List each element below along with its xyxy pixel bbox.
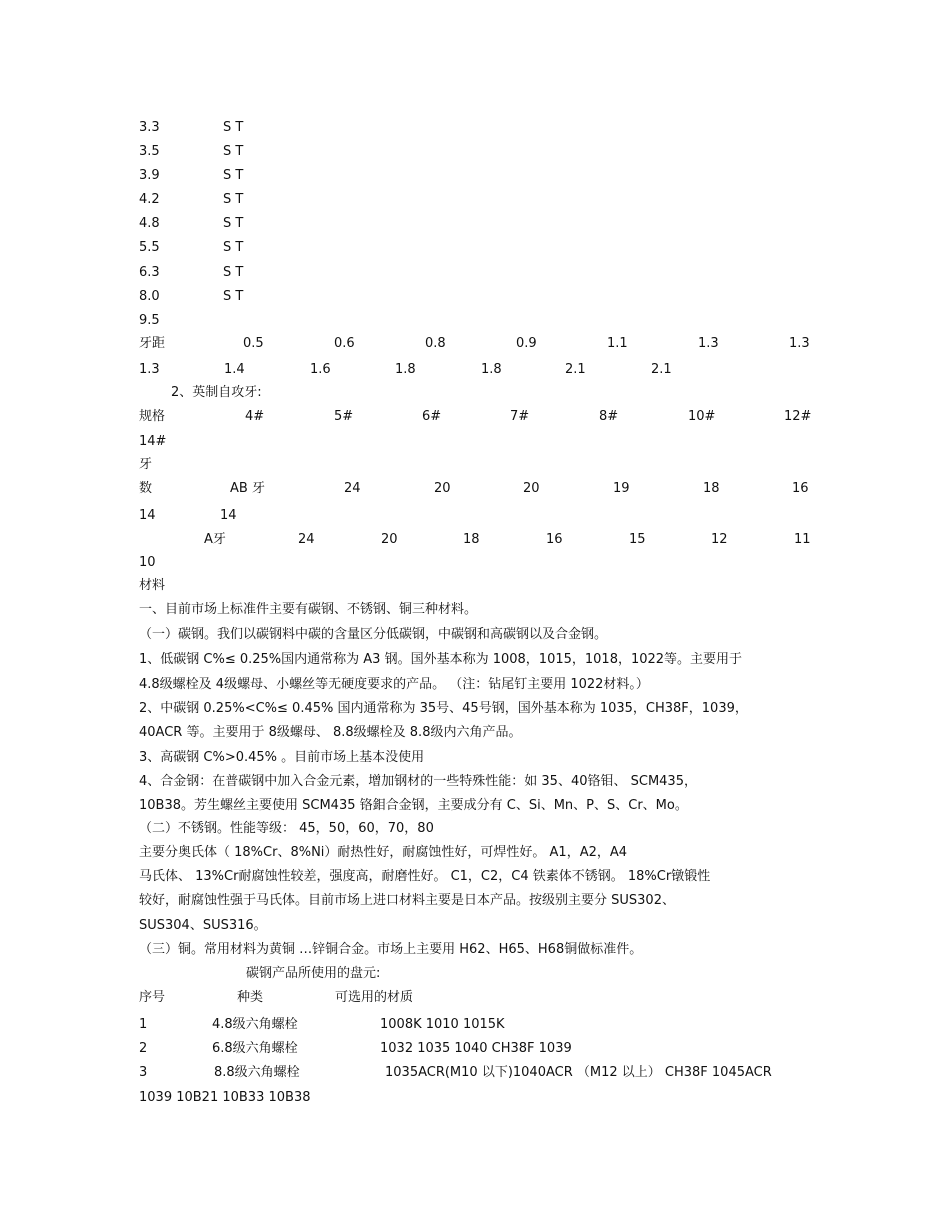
st-size: 8.0 <box>139 289 160 304</box>
pitch-label: 牙距 <box>139 336 166 351</box>
coil-header: 序号 <box>139 990 166 1005</box>
spec-value: 7# <box>510 409 530 424</box>
st-code: S T <box>223 240 244 255</box>
st-size: 9.5 <box>139 313 160 328</box>
pitch-value: 2.1 <box>565 362 586 377</box>
coil-title: 碳钢产品所使用的盘元: <box>246 966 381 981</box>
pitch-value: 1.1 <box>607 336 628 351</box>
coil-no: 3 <box>139 1065 148 1080</box>
coil-no: 1 <box>139 1017 148 1032</box>
st-code: S T <box>223 168 244 183</box>
st-code: S T <box>223 120 244 135</box>
coil-material: 1035ACR(M10 以下)1040ACR （M12 以上） CH38F 1045ACR <box>385 1065 772 1080</box>
materials-line: 4、合金钢：在普碳钢中加入合金元素，增加钢材的一些特殊性能：如 35、40铬钼、 SCM435， <box>139 774 697 789</box>
a-value: 24 <box>298 532 315 547</box>
ab-value: 24 <box>344 481 361 496</box>
thread-label: 牙 <box>139 457 153 472</box>
materials-line: 马氏体、 13%Cr耐腐蚀性较差，强度高，耐磨性好。 C1，C2，C4 铁素体不锈钢。 18%Cr镦锻性 <box>139 869 711 884</box>
coil-kind: 8.8级六角螺栓 <box>214 1065 300 1080</box>
coil-kind: 6.8级六角螺栓 <box>212 1041 298 1056</box>
materials-line: SUS304、SUS316。 <box>139 918 267 933</box>
materials-line: （一）碳钢。我们以碳钢料中碳的含量区分低碳钢，中碳钢和高碳钢以及合金钢。 <box>139 627 608 642</box>
imperial-heading: 2、英制自攻牙: <box>171 385 262 400</box>
pitch-value: 0.5 <box>243 336 264 351</box>
spec-value: 4# <box>245 409 265 424</box>
materials-line: （三）铜。常用材料为黄铜 …锌铜合金。市场上主要用 H62、H65、H68铜做标准件。 <box>139 942 643 957</box>
pitch-value: 1.8 <box>395 362 416 377</box>
pitch-value: 2.1 <box>651 362 672 377</box>
materials-line: 40ACR 等。主要用于 8级螺母、 8.8级螺栓及 8.8级内六角产品。 <box>139 725 522 740</box>
coil-header: 可选用的材质 <box>335 990 414 1005</box>
ab-value: 19 <box>613 481 630 496</box>
st-size: 3.3 <box>139 120 160 135</box>
coil-no: 2 <box>139 1041 148 1056</box>
coil-material: 1032 1035 1040 CH38F 1039 <box>380 1041 572 1056</box>
coil-kind: 4.8级六角螺栓 <box>212 1017 298 1032</box>
spec-value: 14# <box>139 434 167 449</box>
pitch-value: 0.6 <box>334 336 355 351</box>
ab-value: 20 <box>523 481 540 496</box>
spec-label: 规格 <box>139 409 166 424</box>
ab-value: 20 <box>434 481 451 496</box>
ab-value: 14 <box>220 508 237 523</box>
thread-label: 数 <box>139 481 153 496</box>
pitch-value: 1.3 <box>698 336 719 351</box>
a-value: 20 <box>381 532 398 547</box>
spec-value: 10# <box>688 409 716 424</box>
pitch-value: 1.3 <box>789 336 810 351</box>
materials-line: 较好，耐腐蚀性强于马氏体。目前市场上进口材料主要是日本产品。按级别主要分 SUS302、 <box>139 893 675 908</box>
st-size: 3.9 <box>139 168 160 183</box>
pitch-value: 0.9 <box>516 336 537 351</box>
a-value: 11 <box>794 532 811 547</box>
st-size: 4.2 <box>139 192 160 207</box>
a-value: 16 <box>546 532 563 547</box>
materials-line: 2、中碳钢 0.25%<C%≤ 0.45% 国内通常称为 35号、45号钢，国外基本称为 1035，CH38F，1039， <box>139 701 748 716</box>
materials-line: 一、目前市场上标准件主要有碳钢、不锈钢、铜三种材料。 <box>139 602 478 617</box>
coil-material: 1008K 1010 1015K <box>380 1017 505 1032</box>
ab-value: 16 <box>792 481 809 496</box>
st-code: S T <box>223 216 244 231</box>
materials-line: 4.8级螺栓及 4级螺母、小螺丝等无硬度要求的产品。 （注：钻尾钉主要用 1022材料。） <box>139 677 649 692</box>
materials-line: 3、高碳钢 C%>0.45% 。目前市场上基本没使用 <box>139 750 425 765</box>
ab-value: 14 <box>139 508 156 523</box>
ab-label: AB 牙 <box>230 481 265 496</box>
materials-line: 1、低碳钢 C%≤ 0.25%国内通常称为 A3 钢。国外基本称为 1008，1015，1018，1022等。主要用于 <box>139 652 743 667</box>
st-code: S T <box>223 192 244 207</box>
st-size: 5.5 <box>139 240 160 255</box>
pitch-value: 0.8 <box>425 336 446 351</box>
ab-value: 18 <box>703 481 720 496</box>
st-size: 4.8 <box>139 216 160 231</box>
st-size: 3.5 <box>139 144 160 159</box>
coil-header: 种类 <box>237 990 264 1005</box>
spec-value: 8# <box>599 409 619 424</box>
pitch-value: 1.4 <box>224 362 245 377</box>
spec-value: 6# <box>422 409 442 424</box>
st-code: S T <box>223 265 244 280</box>
materials-heading: 材料 <box>139 578 166 593</box>
a-value: 10 <box>139 555 156 570</box>
st-size: 6.3 <box>139 265 160 280</box>
pitch-value: 1.3 <box>139 362 160 377</box>
a-value: 18 <box>463 532 480 547</box>
a-label: A牙 <box>204 532 226 547</box>
a-value: 15 <box>629 532 646 547</box>
pitch-value: 1.6 <box>310 362 331 377</box>
coil-material: 1039 10B21 10B33 10B38 <box>139 1090 311 1105</box>
spec-value: 5# <box>334 409 354 424</box>
materials-line: 主要分奥氏体（ 18%Cr、8%Ni）耐热性好，耐腐蚀性好，可焊性好。 A1，A2，A4 <box>139 845 628 860</box>
pitch-value: 1.8 <box>481 362 502 377</box>
materials-line: （二）不锈钢。性能等级： 45，50，60，70，80 <box>139 821 434 836</box>
spec-value: 12# <box>784 409 812 424</box>
a-value: 12 <box>711 532 728 547</box>
st-code: S T <box>223 144 244 159</box>
st-code: S T <box>223 289 244 304</box>
materials-line: 10B38。芳生螺丝主要使用 SCM435 铬鉬合金钢，主要成分有 C、Si、Mn、P、S、Cr、Mo。 <box>139 798 688 813</box>
